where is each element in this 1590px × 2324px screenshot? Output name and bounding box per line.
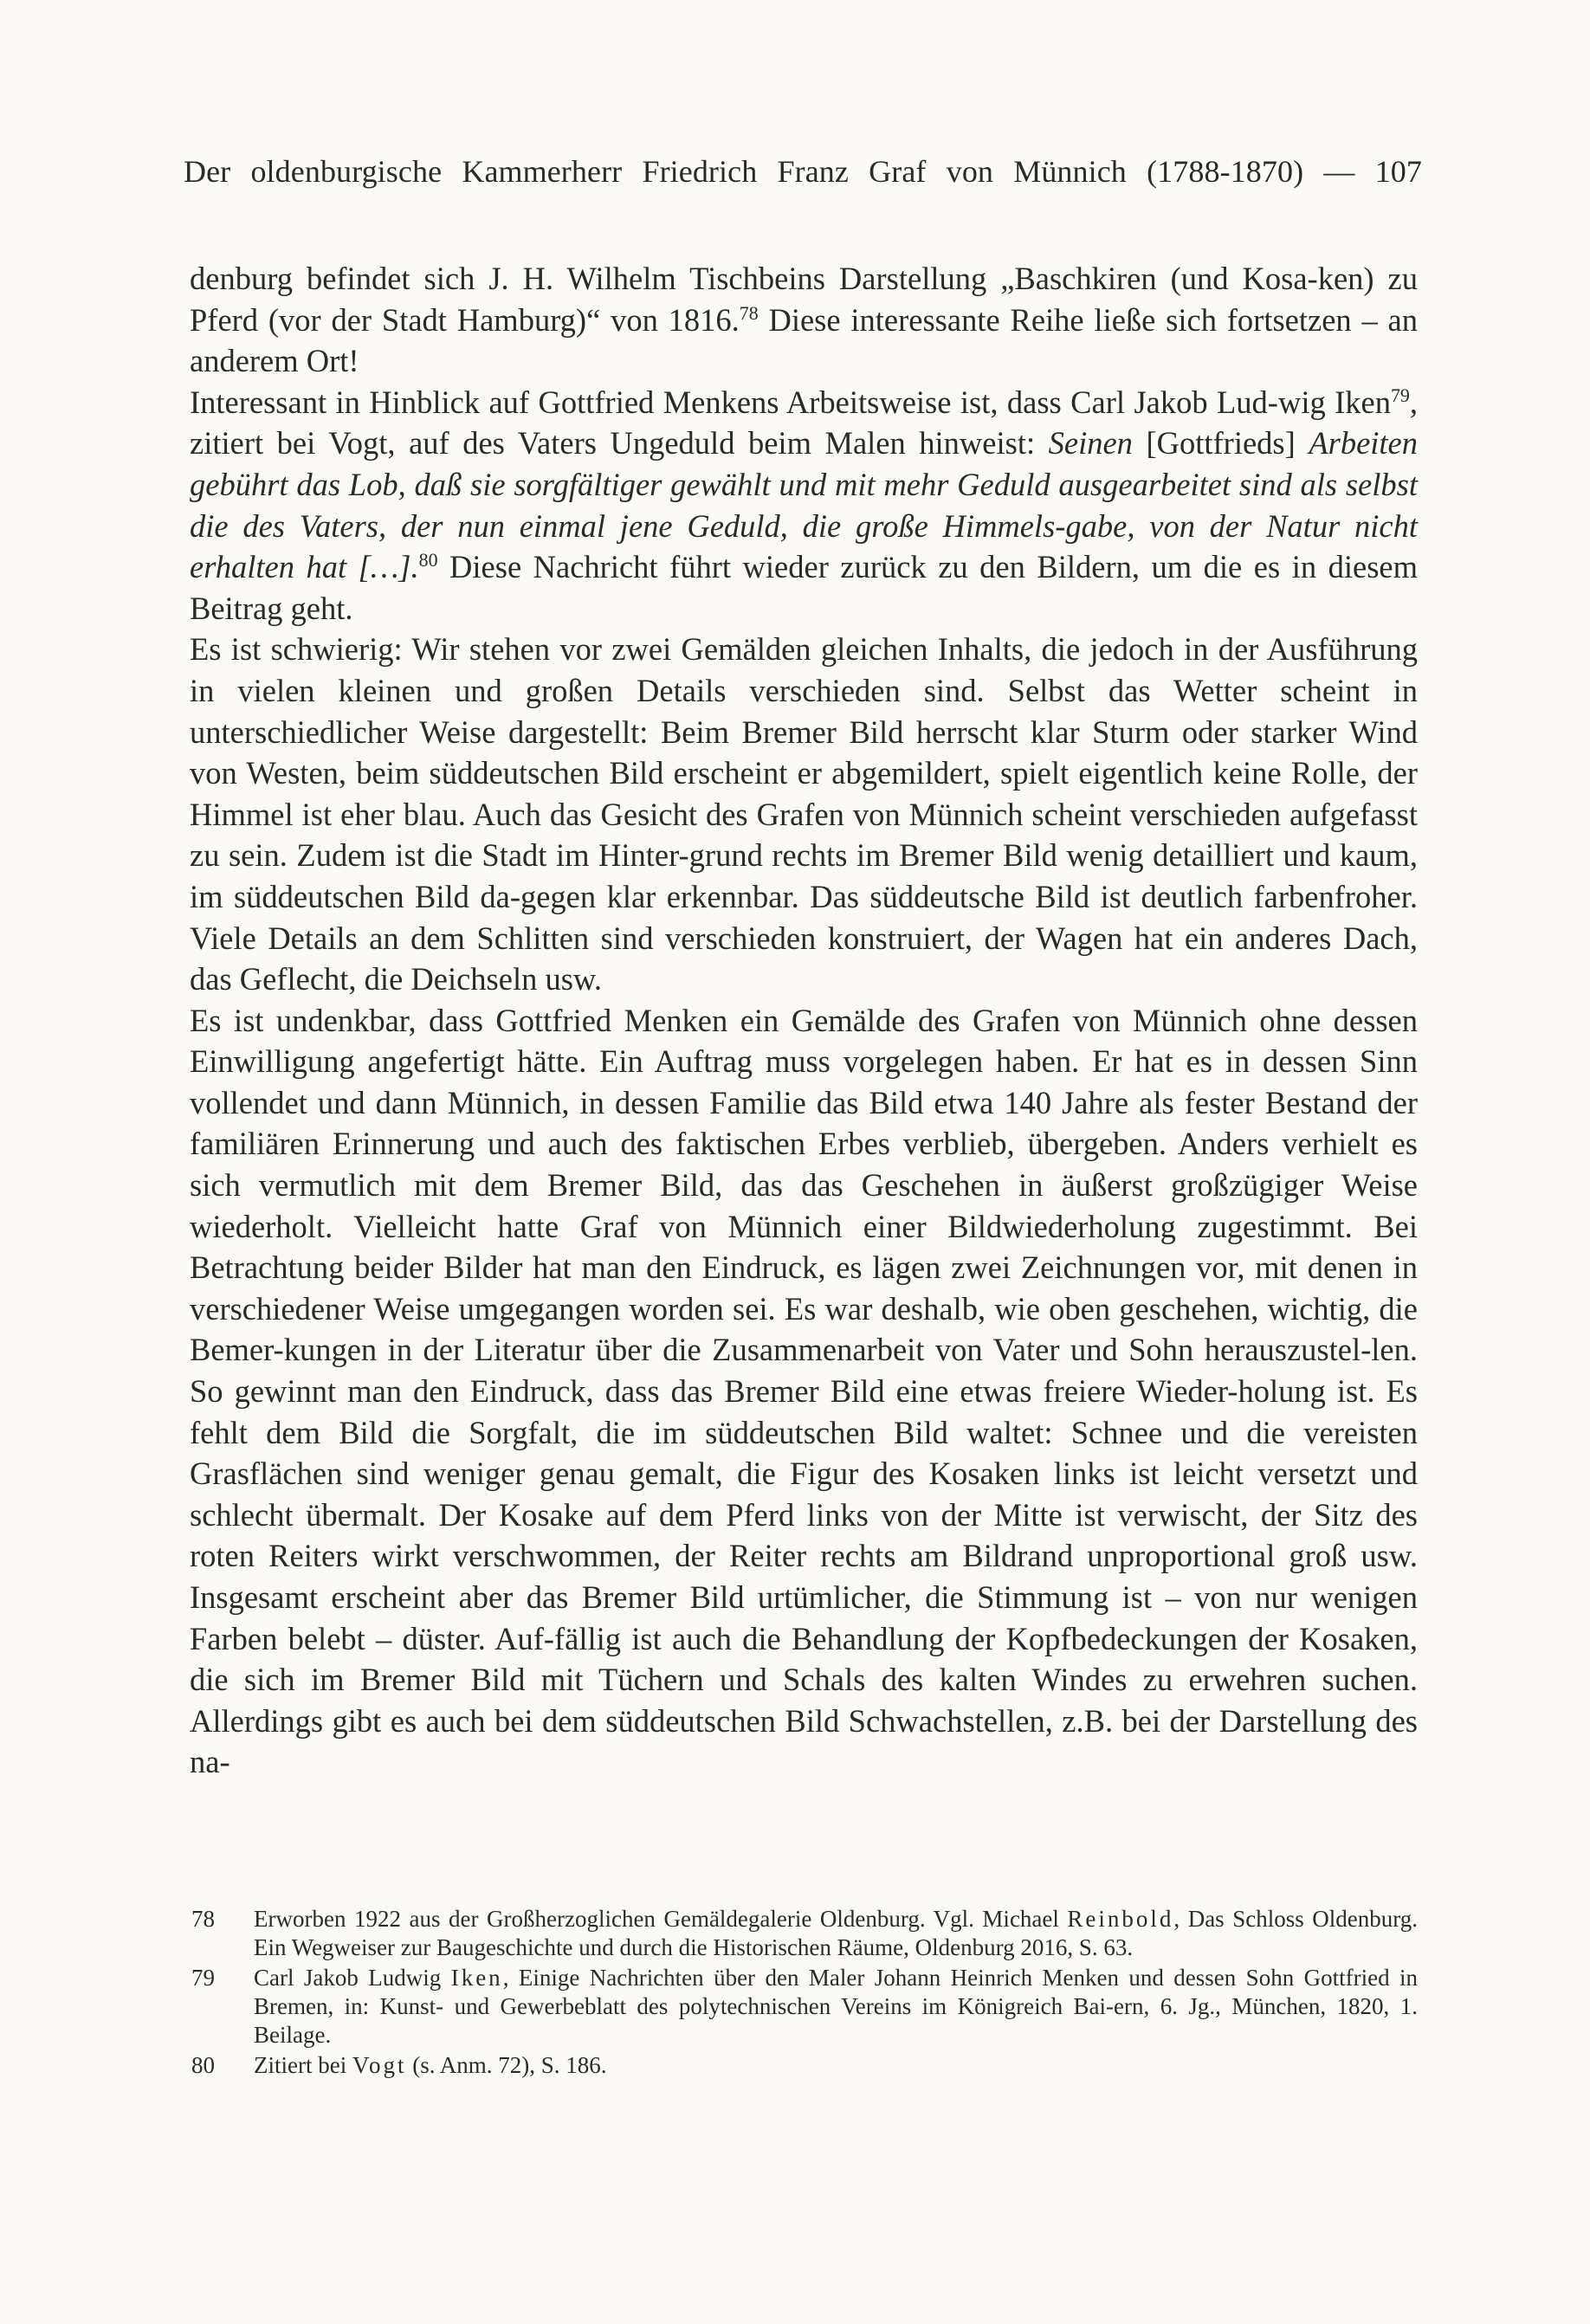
footnote-author: Reinbold — [1067, 1906, 1174, 1932]
paragraph-3: Es ist schwierig: Wir stehen vor zwei Gemälden gleichen Inhalts, die jedoch in der Ausführung in vielen kleinen und großen Details verschieden sind. Selbst das Wetter scheint in unterschiedlicher Weise dargestellt: Beim Bremer Bild herrscht klar Sturm oder starker Wind von Westen, beim süddeutschen Bild erscheint er abgemildert, spielt eigentlich keine Rolle, der Himmel ist eher blau. Auch das Gesicht des Grafen von Münnich scheint verschieden aufgefasst zu sein. Zudem ist die Stadt im Hinter-grund rechts im Bremer Bild wenig detailliert und kaum, im süddeutschen Bild da-gegen klar erkennbar. Das süddeutsche Bild ist deutlich farbenfroher. Viele Details an dem Schlitten sind verschieden konstruiert, der Wagen hat ein anderes Dach, das Geflecht, die Deichseln usw. — [190, 631, 1418, 997]
page-number: 107 — [1374, 154, 1422, 189]
footnote-text — [254, 1905, 1418, 1962]
footnote-ref-79: 79 — [1390, 384, 1410, 406]
footnotes — [191, 1905, 1418, 2082]
body-text — [190, 258, 1418, 1783]
footnote-78 — [191, 1905, 1418, 1962]
footnote-number: 79 — [191, 1965, 215, 1991]
p2-text-a: Interessant in Hinblick auf Gottfried Menkens Arbeitsweise ist, dass Carl Jakob Lud-wig Iken — [190, 384, 1391, 420]
footnote-80 — [191, 2051, 1418, 2080]
p2-text-c: [Gottfrieds] — [1132, 425, 1309, 462]
p2-text-d: Diese Nachricht führt wieder zurück zu den Bildern, um die es in diesem Beitrag geht. — [190, 549, 1418, 626]
footnote-text-b: , Einige Nachrichten über den Maler Johann Heinrich Menken und dessen Sohn Gottfried in Bremen, in: Kunst- und Gewerbeblatt des polytechnischen Vereins im Königreich Bai-ern, 6. Jg., München, 1820, 1. Beilage. — [254, 1965, 1418, 2048]
p2-text-b: , zitiert bei Vogt, auf des Vaters Ungeduld beim Malen hinweist: — [190, 384, 1418, 462]
header-dash: — — [1323, 154, 1355, 189]
footnote-79 — [191, 1964, 1418, 2050]
footnote-text — [254, 2051, 1418, 2080]
paragraph-1 — [190, 258, 1418, 382]
paragraph-4: Es ist undenkbar, dass Gottfried Menken ein Gemälde des Grafen von Münnich ohne dessen Einwilligung angefertigt hätte. Ein Auftrag muss vorgelegen haben. Er hat es in dessen Sinn vollendet und dann Münnich, in dessen Familie das Bild etwa 140 Jahre als fester Bestand der familiären Erinnerung und auch des faktischen Erbes verblieb, übergeben. Anders verhielt es sich vermutlich mit dem Bremer Bild, das das Geschehen in äußerst großzügiger Weise wiederholt. Vielleicht hatte Graf von Münnich einer Bildwiederholung zugestimmt. Bei Betrachtung beider Bilder hat man den Eindruck, es lägen zwei Zeichnungen vor, mit denen in verschiedener Weise umgegangen worden sei. Es war deshalb, wie oben geschehen, wichtig, die Bemer-kungen in der Literatur über die Zusammenarbeit von Vater und Sohn herauszustel-len. So gewinnt man den Eindruck, dass das Bremer Bild eine etwas freiere Wieder-holung ist. Es fehlt dem Bild die Sorgfalt, die im süddeutschen Bild waltet: Schnee und die vereisten Grasflächen sind weniger genau gemalt, die Figur des Kosaken links ist leicht versetzt und schlecht übermalt. Der Kosake auf dem Pferd links von der Mitte ist verwischt, der Sitz des roten Reiters wirkt verschwommen, der Reiter rechts am Bildrand unproportional groß usw. Insgesamt erscheint aber das Bremer Bild urtümlicher, die Stimmung ist – von nur wenigen Farben belebt – düster. Auf-fällig ist auch die Behandlung der Kopfbedeckungen der Kosaken, die sich im Bremer Bild mit Tüchern und Schals des kalten Windes zu erwehren suchen. Allerdings gibt es auch bei dem süddeutschen Bild Schwachstellen, z.B. bei der Darstellung des na- — [190, 1002, 1418, 1780]
footnote-text-a: Carl Jakob Ludwig — [254, 1965, 451, 1991]
running-title: Der oldenburgische Kammerherr Friedrich Franz Graf von Münnich (1788-1870) — [184, 154, 1304, 189]
p1-text-a: denburg befindet sich J. H. Wilhelm Tischbeins Darstellung „Baschkiren (und Kosa-ken) zu Pferd (vor der Stadt Hamburg)“ von 1816. — [190, 261, 1418, 338]
footnote-text — [254, 1964, 1418, 2050]
footnote-author: Vogt — [352, 2052, 407, 2078]
footnote-text-a: Zitiert bei — [254, 2052, 352, 2078]
running-head — [184, 152, 1422, 190]
footnote-ref-80: 80 — [418, 549, 438, 571]
footnote-number: 78 — [191, 1906, 215, 1932]
footnote-author: Iken — [450, 1965, 503, 1991]
quote-italic-2: Arbeiten gebührt das Lob, daß sie sorgfältiger gewählt und mit mehr Geduld ausgearbeitet sind als selbst die des Vaters, der nun einmal jene Geduld, die große Himmels-gabe, von der Natur nicht erhalten hat […]. — [190, 425, 1418, 585]
footnote-text-b: (s. Anm. 72), S. 186. — [406, 2052, 607, 2078]
quote-italic-1: Seinen — [1048, 425, 1133, 462]
footnote-text-a: Erworben 1922 aus der Großherzoglichen Gemäldegalerie Oldenburg. Vgl. Michael — [254, 1906, 1068, 1932]
paragraph-2 — [190, 382, 1418, 629]
p1-text-b: Diese interessante Reihe ließe sich fortsetzen – an anderem Ort! — [190, 301, 1418, 379]
footnote-number: 80 — [191, 2052, 215, 2078]
footnote-ref-78: 78 — [739, 301, 759, 324]
footnote-text-b: , Das Schloss Oldenburg. Ein Wegweiser zur Baugeschichte und durch die Historischen Räume, Oldenburg 2016, S. 63. — [254, 1906, 1418, 1960]
